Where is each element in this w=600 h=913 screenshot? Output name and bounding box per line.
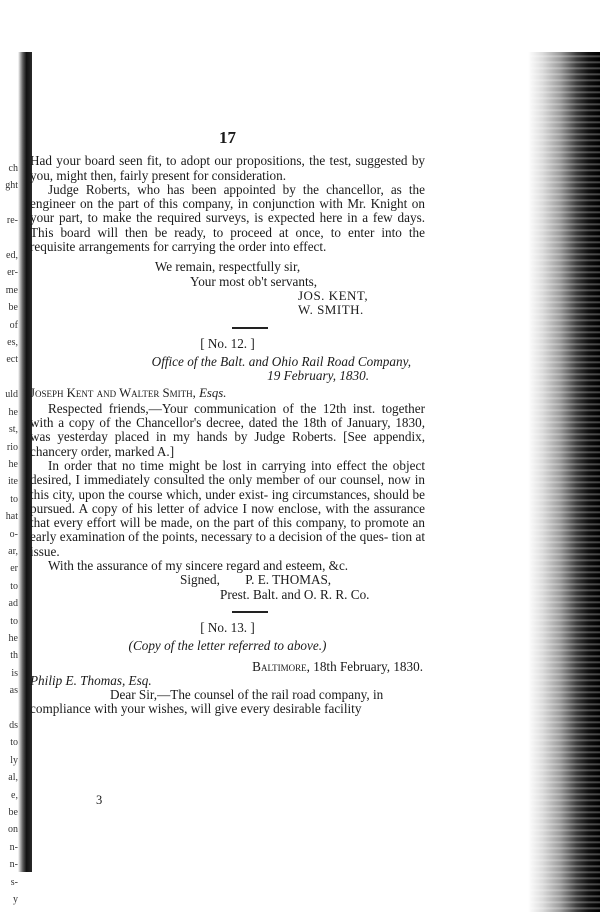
signature-mark: 3 <box>96 793 103 807</box>
signed-name: P. E. THOMAS, <box>245 572 332 588</box>
text-line: to proceed at once, to enter into the requisite arrangements for <box>30 224 425 255</box>
margin-fragment <box>0 195 18 212</box>
doc-12-number: [ No. 12. ] <box>200 335 255 351</box>
doc-12-addressee <box>30 386 425 400</box>
margin-fragment: ite <box>8 476 18 488</box>
margin-fragment: me <box>5 284 18 296</box>
margin-fragment: e, <box>11 789 18 801</box>
page-number: 17 <box>219 128 236 147</box>
margin-fragment: er- <box>7 267 18 279</box>
doc-13-copy-note: (Copy of the letter referred to above.) <box>128 638 327 654</box>
margin-fragment <box>0 700 18 717</box>
closing-remain: We remain, respectfully sir, <box>154 259 301 275</box>
signature-smith: W. SMITH. <box>298 302 364 318</box>
margin-fragment: be <box>8 807 18 819</box>
margin-fragment: ar, <box>8 545 18 557</box>
doc-13-addressee: Philip E. Thomas, Esq. <box>30 672 152 688</box>
doc-12-signed <box>30 573 425 587</box>
addressee-names: Joseph Kent and Walter Smith, <box>30 386 196 401</box>
margin-fragment: rio <box>6 441 18 453</box>
text-line: Judge Roberts, who has been appointed by the chancellor, <box>48 181 384 197</box>
section-rule <box>232 327 268 329</box>
margin-fragment: s- <box>10 876 18 888</box>
margin-fragment: uld <box>5 389 18 401</box>
margin-fragment: al, <box>8 772 18 784</box>
margin-fragment <box>0 230 18 247</box>
text-line: examination of the points, necessary to a decision of the ques- <box>59 529 389 545</box>
margin-fragment: o- <box>9 528 18 540</box>
margin-fragment: ect <box>6 354 18 366</box>
margin-fragment <box>0 369 18 386</box>
margin-fragment: be <box>8 302 18 314</box>
doc-13-dateline: Baltimore, 18th February, 1830. <box>252 658 423 674</box>
text-line: Roberts. [See appendix, chancery order, marked A.] <box>30 429 426 459</box>
doc-12-paragraph-1 <box>30 402 425 459</box>
margin-fragment: ght <box>5 180 18 192</box>
text-line: with Mr. Knight on your part, to make the required surveys, <box>30 196 425 226</box>
signed-label: Signed, <box>180 572 220 588</box>
margin-fragment: ds <box>9 720 18 731</box>
signature-kent: JOS. KENT, <box>298 287 369 303</box>
margin-fragment: ch <box>8 163 18 174</box>
margin-fragment: as <box>9 685 18 697</box>
text-line: carrying the order into effect. <box>171 239 327 255</box>
text-line: In order that no time might be lost in carrying into effect the <box>48 457 388 473</box>
page-body <box>30 125 425 717</box>
doc-13-line-2: compliance with your wishes, will give every desirable facility <box>30 701 362 717</box>
text-line: of advice I now enclose, with the assurance that every effort <box>30 500 426 531</box>
margin-fragment: on <box>8 824 18 836</box>
text-line: counsel, now in this city, upon the course which, under exist- <box>30 472 426 502</box>
margin-fragment: hat <box>5 511 18 523</box>
margin-fragment: ly <box>10 754 18 766</box>
text-line: as the engineer on the part of this company, in conjunction <box>30 181 425 212</box>
text-line: ing circumstances, should be pursued. A copy of his letter <box>30 486 425 516</box>
margin-fragment: he <box>8 406 18 418</box>
margin-fragment: n- <box>9 841 18 853</box>
text-line: Had your board seen fit, to adopt our propositions, the test, <box>30 153 352 169</box>
text-line: object desired, I immediately consulted the only member of our <box>30 457 426 488</box>
paragraph-judge-roberts <box>30 183 425 254</box>
margin-fragment: to <box>10 580 18 592</box>
margin-fragment: th <box>10 650 18 662</box>
doc-12-paragraph-3: With the assurance of my sincere regard and esteem, &c. <box>48 558 349 574</box>
margin-fragment: he <box>8 632 18 644</box>
text-line: is expected here in a few days. This board will then be ready, <box>30 210 426 240</box>
text-line: suggested by you, might then, fairly present for consideration. <box>30 153 426 183</box>
addressee-title: Esqs. <box>199 386 227 401</box>
margin-fragment: er <box>10 563 18 575</box>
margin-fragment: y <box>13 894 18 906</box>
doc-13-salutation: Dear Sir,—The counsel of the rail road company, in <box>110 687 384 703</box>
text-line: together with a copy of the Chancellor's decree, dated the 18th <box>30 400 425 431</box>
margin-fragment: n- <box>9 859 18 871</box>
margin-fragment: st, <box>8 424 18 436</box>
margin-fragment: to <box>10 737 18 749</box>
margin-fragment: of <box>9 319 18 331</box>
margin-fragment: es, <box>7 337 18 349</box>
doc-13-number: [ No. 13. ] <box>200 619 255 635</box>
margin-fragment: is <box>11 667 18 679</box>
margin-fragment: ad <box>8 598 18 610</box>
margin-fragment: to <box>10 493 18 505</box>
margin-fragment: ed, <box>6 250 18 262</box>
margin-fragment: re- <box>6 215 18 227</box>
doc-12-office: Office of the Balt. and Ohio Rail Road Company, <box>151 353 411 369</box>
margin-fragments <box>0 160 18 906</box>
text-line: will be made, on the part of this company, to promote an early <box>30 515 426 545</box>
text-line: tion at issue. <box>30 529 425 559</box>
paragraph-test <box>30 154 425 183</box>
margin-fragment: to <box>10 615 18 627</box>
closing-servants: Your most ob't servants, <box>190 273 318 289</box>
margin-fragment: he <box>8 458 18 470</box>
binding-shadow-right <box>528 52 600 912</box>
doc-12-signer-title: Prest. Balt. and O. R. R. Co. <box>220 586 370 602</box>
section-rule-2 <box>232 611 268 613</box>
text-line: Respected friends,—Your communication of the 12th inst. <box>48 400 376 416</box>
doc-12-date: 19 February, 1830. <box>267 368 369 384</box>
text-line: of January, 1830, was yesterday placed in my hands by Judge <box>30 415 426 445</box>
doc-12-paragraph-2 <box>30 459 425 559</box>
